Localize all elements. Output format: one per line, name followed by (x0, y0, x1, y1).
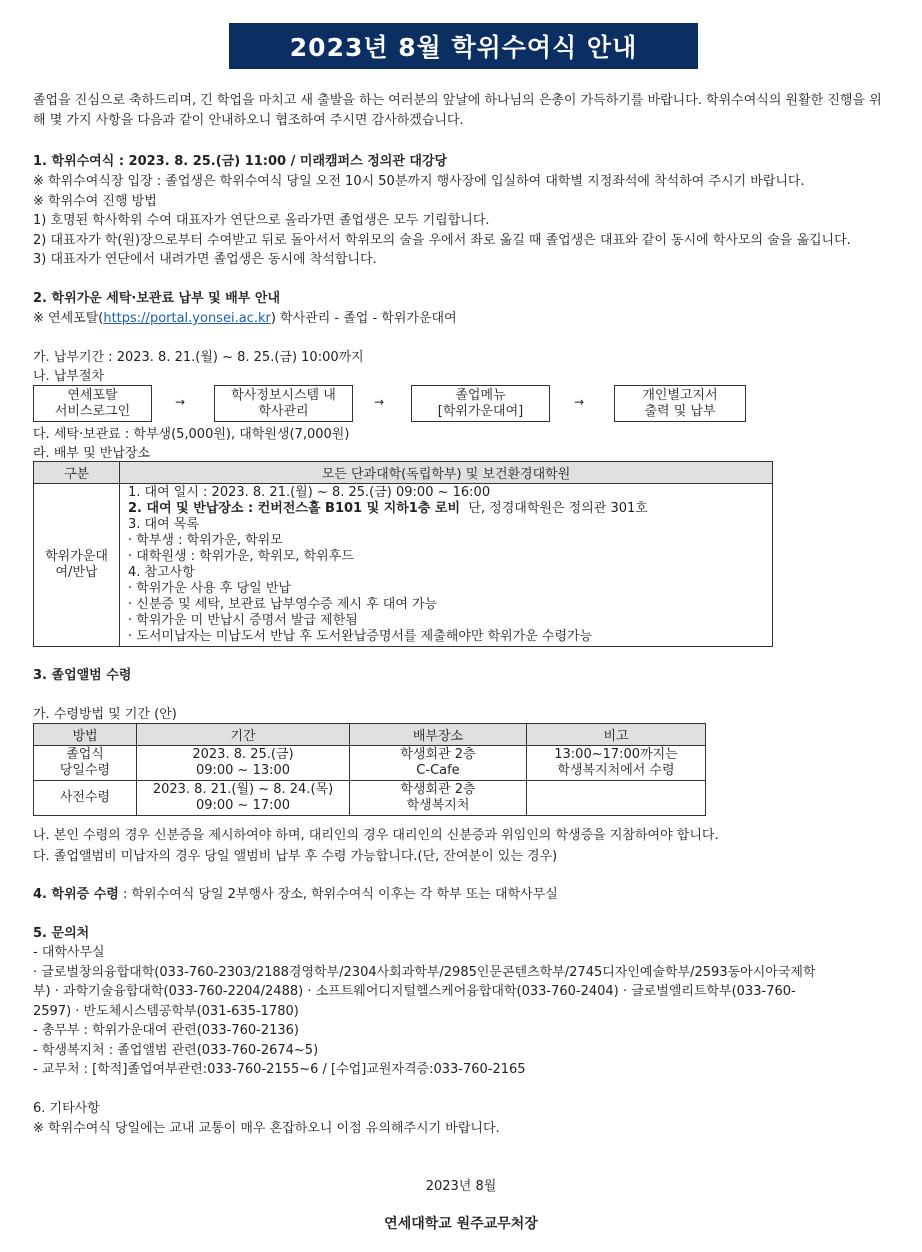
section4-heading: 4. 학위증 수령 (33, 887, 119, 902)
list-item-note: 단, 정경대학원은 정의관 301호 (468, 501, 648, 516)
section4-text: : 학위수여식 당일 2부행사 장소, 학위수여식 이후는 각 학부 또는 대학사무실 (118, 887, 558, 902)
row-label-text: 학위가운대여/반납 (45, 549, 108, 580)
table-cell: 사전수령 (34, 781, 137, 816)
table-header: 배부장소 (350, 724, 527, 746)
table-cell: 13:00~17:00까지는 학생복지처에서 수령 (527, 746, 706, 781)
contact-line: 부) · 과학기술융합대학(033-760-2204/2488) · 소프트웨어디지털헬스케어융합대학(033-760-2404) · 글로벌엘리트학부(033-760- (33, 984, 796, 999)
section2-heading: 2. 학위가운 세탁·보관료 납부 및 배부 안내 (33, 291, 281, 306)
table-row (34, 746, 706, 781)
table-cell (527, 781, 706, 816)
section3-heading: 3. 졸업앨범 수령 (33, 668, 132, 683)
table-header: 비고 (527, 724, 706, 746)
table-header: 구분 (34, 462, 120, 484)
payment-period: 가. 납부기간 : 2023. 8. 21.(월) ~ 8. 25.(금) 10:00까지 (33, 350, 364, 365)
flow-step-4 (614, 385, 746, 422)
section1-line: 2) 대표자가 학(원)장으로부터 수여받고 뒤로 돌아서서 학위모의 술을 우에서 좌로 옮길 때 졸업생은 대표와 같이 동시에 학사모의 술을 옮깁니다. (33, 233, 851, 248)
contact-line: - 교무처 : [학적]졸업여부관련:033-760-2155~6 / [수업]교원자격증:033-760-2165 (33, 1062, 526, 1077)
section6-text: ※ 학위수여식 당일에는 교내 교통이 매우 혼잡하오니 이점 유의해주시기 바랍니다. (33, 1121, 500, 1136)
album-table (33, 723, 706, 816)
flow-step-text: 졸업메뉴 (455, 387, 506, 403)
flow-step-1 (33, 385, 152, 422)
album-note: 나. 본인 수령의 경우 신분증을 제시하여야 하며, 대리인의 경우 대리인의 신분증과 위임인의 학생증을 지참하여야 합니다. (33, 828, 719, 843)
portal-link[interactable]: https://portal.yonsei.ac.kr (103, 311, 271, 326)
page-title: 2023년 8월 학위수여식 안내 (229, 23, 698, 69)
contact-line: 2597) · 반도체시스템공학부(031-635-1780) (33, 1004, 299, 1019)
section4-line (33, 883, 558, 902)
album-subheading: 가. 수령방법 및 기간 (안) (33, 707, 177, 722)
list-item: · 대학원생 : 학위가운, 학위모, 학위후드 (128, 549, 354, 564)
table-cell: 학생회관 2층 학생복지처 (350, 781, 527, 816)
payment-procedure-label: 나. 납부절차 (33, 369, 105, 384)
contact-line: · 글로벌창의융합대학(033-760-2303/2188경영학부/2304사회과학부/2985인문콘텐츠학부/2745디자인예술학부/2593동아시아국제학 (33, 965, 816, 980)
fee-line: 다. 세탁·보관료 : 학부생(5,000원), 대학원생(7,000원) (33, 427, 350, 442)
flow-step-text: [학위가운대여] (437, 403, 524, 419)
list-item: 3. 대여 목록 (128, 517, 199, 532)
table-header: 방법 (34, 724, 137, 746)
issue-date: 2023년 8월 (425, 1179, 497, 1194)
list-item (128, 501, 764, 517)
portal-suffix: ) 학사관리 - 졸업 - 학위가운대여 (270, 311, 457, 326)
arrow-icon: → (574, 395, 585, 409)
portal-line (33, 307, 457, 326)
intro-paragraph: 졸업을 진심으로 축하드리며, 긴 학업을 마치고 새 출발을 하는 여러분의 앞날에 하나님의 은총이 가득하기를 바랍니다. 학위수여식의 원활한 진행을 위해 몇 가지 사항을 다음과 같이 안내하오니 협조하여 주시면 감사하겠습니다. (33, 93, 882, 128)
flow-step-text: 학사관리 (258, 403, 309, 419)
section1-heading: 1. 학위수여식 : 2023. 8. 25.(금) 11:00 / 미래캠퍼스 정의관 대강당 (33, 154, 448, 169)
section1-line: 3) 대표자가 연단에서 내려가면 졸업생은 동시에 착석합니다. (33, 252, 377, 267)
table-cell: 졸업식 당일수령 (34, 746, 137, 781)
section6-heading: 6. 기타사항 (33, 1101, 100, 1116)
section1-line: ※ 학위수여 진행 방법 (33, 194, 157, 209)
list-item: 1. 대여 일시 : 2023. 8. 21.(월) ~ 8. 25.(금) 09:00 ~ 16:00 (128, 485, 491, 500)
table-row (34, 781, 706, 816)
album-note: 다. 졸업앨범비 미납자의 경우 당일 앨범비 납부 후 수령 가능합니다.(단, 잔여분이 있는 경우) (33, 849, 558, 864)
flow-step-text: 연세포탈 (67, 387, 118, 403)
portal-prefix: ※ 연세포탈( (33, 311, 104, 326)
table-cell: 학생회관 2층 C-Cafe (350, 746, 527, 781)
table-cell: 2023. 8. 25.(금) 09:00 ~ 13:00 (137, 746, 350, 781)
list-item: · 신분증 및 세탁, 보관료 납부영수증 제시 후 대여 가능 (128, 597, 438, 612)
distribution-place-label: 라. 배부 및 반납장소 (33, 446, 150, 461)
list-item-bold: 2. 대여 및 반납장소 : 컨버전스홀 B101 및 지하1층 로비 (128, 501, 461, 516)
list-item: · 학위가운 미 반납시 증명서 발급 제한됨 (128, 613, 358, 628)
section1-line: 1) 호명된 학사학위 수여 대표자가 연단으로 올라가면 졸업생은 모두 기립합니다. (33, 213, 490, 228)
gown-details-cell (120, 484, 773, 647)
list-item: 4. 참고사항 (128, 565, 195, 580)
table-cell: 2023. 8. 21.(월) ~ 8. 24.(목) 09:00 ~ 17:00 (137, 781, 350, 816)
flow-step-text: 서비스로그인 (54, 403, 131, 419)
signature: 연세대학교 원주교무처장 (384, 1216, 538, 1232)
list-item: · 도서미납자는 미납도서 반납 후 도서완납증명서를 제출해야만 학위가운 수령가능 (128, 629, 593, 644)
flow-step-2 (214, 385, 353, 422)
arrow-icon: → (175, 395, 186, 409)
flow-step-3 (411, 385, 550, 422)
table-header: 기간 (137, 724, 350, 746)
list-item: · 학위가운 사용 후 당일 반납 (128, 581, 291, 596)
flow-step-text: 출력 및 납부 (644, 403, 716, 419)
contact-line: - 대학사무실 (33, 945, 105, 960)
list-item: · 학부생 : 학위가운, 학위모 (128, 533, 283, 548)
contact-line: - 학생복지처 : 졸업앨범 관련(033-760-2674~5) (33, 1043, 319, 1058)
section1-line: ※ 학위수여식장 입장 : 졸업생은 학위수여식 당일 오전 10시 50분까지 행사장에 입실하여 대학별 지정좌석에 착석하여 주시기 바랍니다. (33, 174, 805, 189)
flow-step-text: 개인별고지서 (642, 387, 718, 403)
gown-table (33, 461, 773, 647)
row-label (34, 484, 120, 647)
table-header: 모든 단과대학(독립학부) 및 보건환경대학원 (120, 462, 773, 484)
flow-step-text: 학사정보시스템 내 (231, 387, 336, 403)
arrow-icon: → (374, 395, 385, 409)
section5-heading: 5. 문의처 (33, 926, 90, 941)
contact-line: - 총무부 : 학위가운대여 관련(033-760-2136) (33, 1023, 299, 1038)
